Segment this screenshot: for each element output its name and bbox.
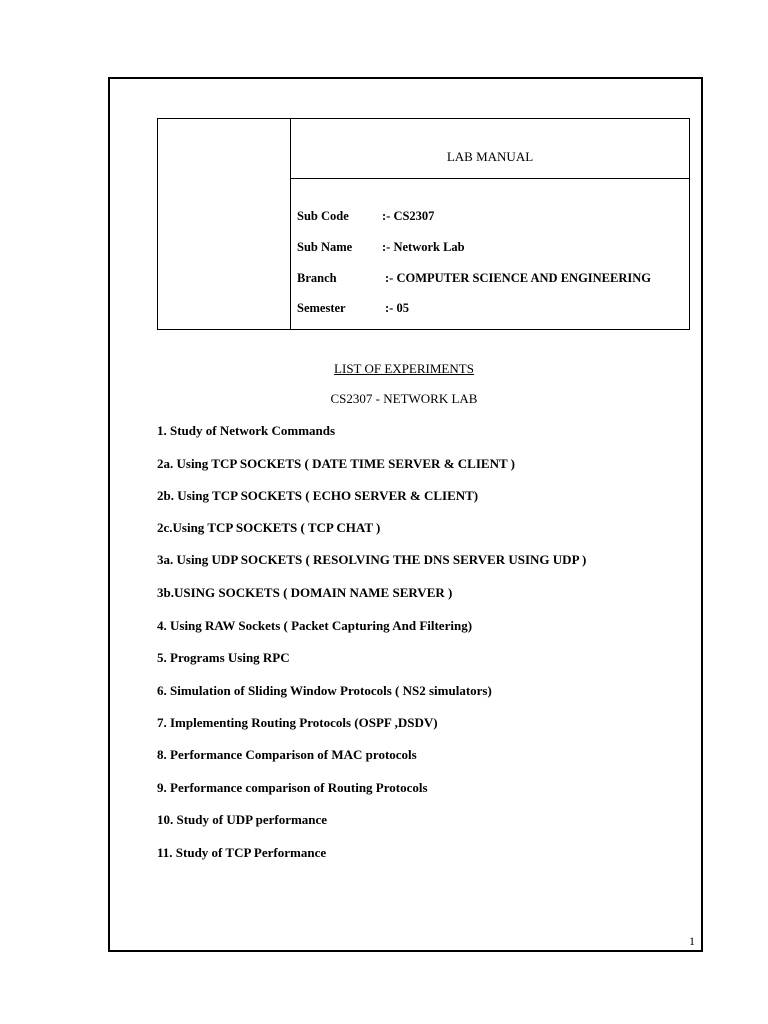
experiment-item: 1. Study of Network Commands xyxy=(157,423,336,438)
experiment-item: 10. Study of UDP performance xyxy=(157,812,328,827)
list-heading-text: LIST OF EXPERIMENTS xyxy=(334,361,474,376)
experiment-item: 5. Programs Using RPC xyxy=(157,650,290,665)
experiment-item: 7. Implementing Routing Protocols (OSPF ,DSDV) xyxy=(157,715,438,730)
header-table xyxy=(157,118,690,330)
experiment-item: 3a. Using UDP SOCKETS ( RESOLVING THE DNS SERVER USING UDP ) xyxy=(157,552,587,567)
experiment-item: 2b. Using TCP SOCKETS ( ECHO SERVER & CLIENT) xyxy=(157,488,479,503)
header-empty-cell xyxy=(158,119,291,329)
experiment-item: 11. Study of TCP Performance xyxy=(157,845,327,860)
experiment-item: 4. Using RAW Sockets ( Packet Capturing And Filtering) xyxy=(157,618,473,633)
experiment-item: 3b.USING SOCKETS ( DOMAIN NAME SERVER ) xyxy=(157,585,453,600)
experiment-item: 6. Simulation of Sliding Window Protocols ( NS2 simulators) xyxy=(157,683,492,698)
experiment-item: 2a. Using TCP SOCKETS ( DATE TIME SERVER & CLIENT ) xyxy=(157,456,515,471)
info-label: Sub Code xyxy=(297,209,349,223)
experiment-item: 2c.Using TCP SOCKETS ( TCP CHAT ) xyxy=(157,520,381,535)
info-value: :- COMPUTER SCIENCE AND ENGINEERING xyxy=(385,271,651,285)
info-label: Branch xyxy=(297,271,337,285)
experiment-item: 8. Performance Comparison of MAC protocols xyxy=(157,747,417,762)
info-value: :- CS2307 xyxy=(382,209,435,223)
info-label: Sub Name xyxy=(297,240,353,254)
list-heading xyxy=(0,361,768,377)
page-number: 1 xyxy=(689,934,695,948)
info-value: :- 05 xyxy=(385,301,409,315)
header-title-cell xyxy=(291,119,689,179)
list-subheading: CS2307 - NETWORK LAB xyxy=(330,391,478,406)
info-label: Semester xyxy=(297,301,346,315)
experiment-item: 9. Performance comparison of Routing Protocols xyxy=(157,780,428,795)
manual-title: LAB MANUAL xyxy=(446,149,534,164)
info-value: :- Network Lab xyxy=(382,240,465,254)
